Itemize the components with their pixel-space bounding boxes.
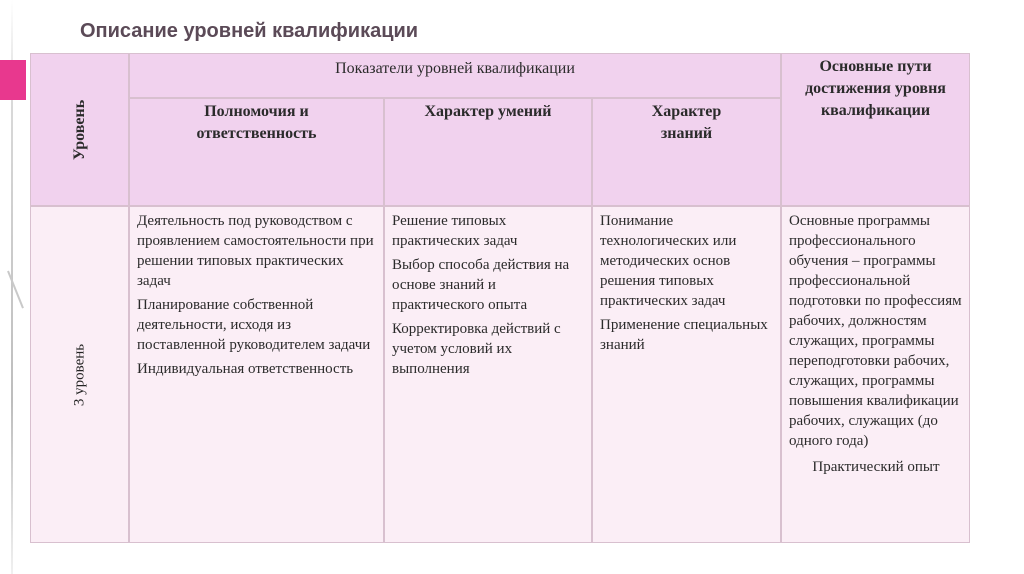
header-knowledge-label: Характер знаний	[651, 103, 722, 142]
row-level-label: 3 уровень	[71, 343, 87, 406]
header-ways-label: Основные пути достижения уровня квалификации	[805, 58, 946, 119]
row-level	[30, 206, 129, 543]
authority-item: Деятельность под руководством с проявлением самостоятельности при решении типовых практических задач	[137, 213, 374, 289]
slide-decor-diagonal	[7, 271, 24, 309]
header-authority-label: Полномочия и ответственность	[196, 103, 317, 142]
header-skills	[384, 98, 592, 206]
row-ways	[781, 206, 970, 543]
skills-item: Решение типовых практических задач	[392, 213, 518, 249]
authority-item: Индивидуальная ответственность	[137, 361, 354, 377]
slide-title: Описание уровней квалификации	[80, 20, 419, 42]
header-authority	[129, 98, 384, 206]
header-group	[129, 53, 781, 98]
row-skills	[384, 206, 592, 543]
header-group-label: Показатели уровней квалификации	[335, 60, 575, 77]
knowledge-item: Понимание технологических или методических основ решения типовых практических задач	[600, 213, 737, 309]
header-ways	[781, 53, 970, 206]
skills-item: Корректировка действий с учетом условий их выполнения	[392, 321, 561, 377]
row-authority	[129, 206, 384, 543]
header-level-label: Уровень	[70, 99, 88, 160]
header-knowledge	[592, 98, 781, 206]
ways-item: Практический опыт	[812, 459, 940, 475]
row-knowledge	[592, 206, 781, 543]
knowledge-item: Применение специальных знаний	[600, 317, 768, 353]
header-skills-label: Характер умений	[424, 103, 552, 120]
authority-item: Планирование собственной деятельности, исходя из поставленной руководителем задачи	[137, 297, 371, 353]
accent-bar	[0, 60, 26, 100]
skills-item: Выбор способа действия на основе знаний и практического опыта	[392, 257, 570, 313]
ways-item: Основные программы профессионального обучения – программы профессиональной подготовки по профессиям рабочих, должностям служащих, программы переподготовки рабочих, служащих, программы повышения квалификации рабочих, служащих (до одного года)	[789, 213, 962, 449]
header-level	[30, 53, 129, 206]
